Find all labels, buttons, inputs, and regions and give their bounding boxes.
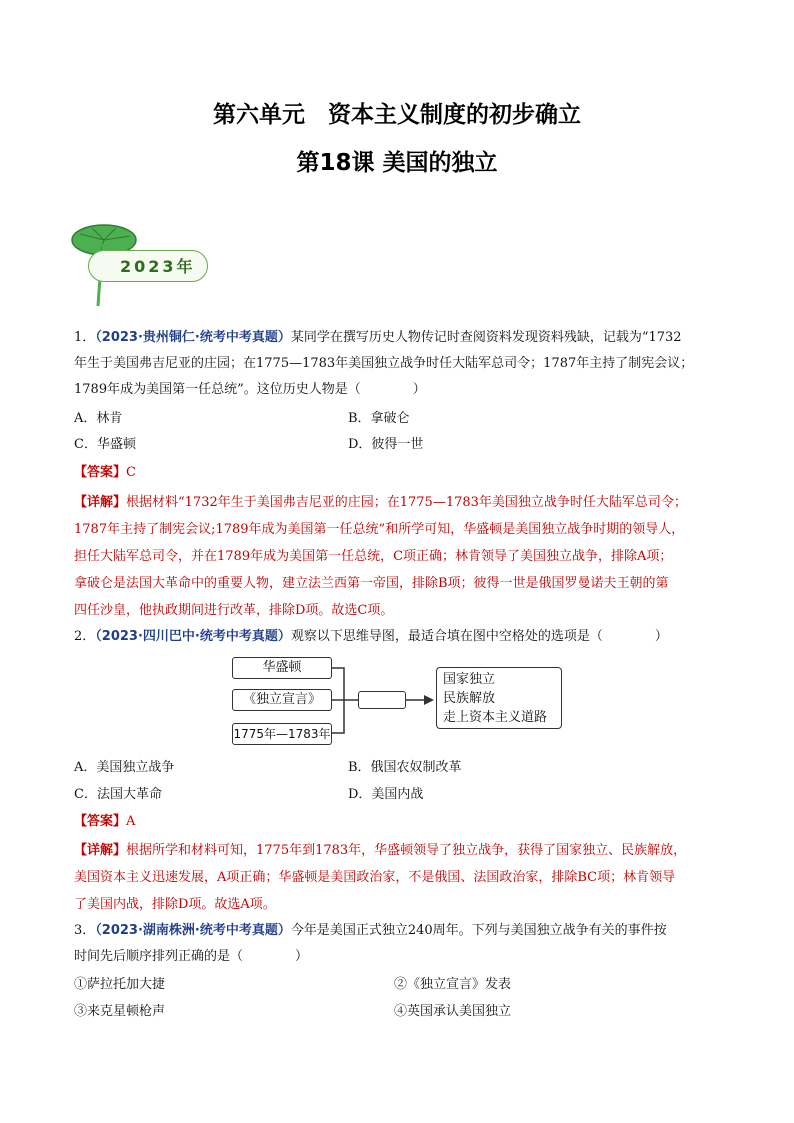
mindmap-outcome-1: 国家独立 [443,672,496,687]
q2-detail-label: 【详解】 [74,843,127,858]
q2-option-b: B．俄国农奴制改革 [348,760,462,775]
q1-answer-value: C [126,465,136,480]
q1-detail-text: 根据材料“1732年生于美国弗吉尼亚的庄园；在1775—1783年美国独立战争时任大陆军总司令； [126,495,687,510]
q2-detail-text: 根据所学和材料可知，1775年到1783年，华盛顿领导了独立战争，获得了国家独立、民族解放， [126,843,687,858]
q1-detail-line3: 担任大陆军总司令，并在1789年成为美国第一任总统，C项正确；林肯领导了美国独立战争，排除A项； [74,549,673,564]
q2-number: 2． [74,629,96,644]
mindmap-outcome-2: 民族解放 [443,691,496,706]
q1-answer-label: 【答案】 [74,465,127,480]
q3-stem-line1 [74,918,724,944]
q1-stem-line2: 年生于美国弗吉尼亚的庄园；在1775—1783年美国独立战争时任大陆军总司令；1787年主持了制宪会议； [74,356,694,371]
q1-detail-line5: 四任沙皇，他执政期间进行改革，排除D项。故选C项。 [74,603,394,618]
mindmap-node-outcomes [436,667,562,729]
q1-detail-label: 【详解】 [74,495,127,510]
q1-source: （2023·贵州铜仁·统考中考真题） [95,330,291,345]
mindmap-node-declaration: 《独立宣言》 [232,689,332,711]
q3-source: （2023·湖南株洲·统考中考真题） [95,923,291,938]
q2-option-c: C．法国大革命 [74,787,162,802]
q2-detail-line1 [74,838,724,864]
mindmap-node-years: 1775年—1783年 [232,723,332,745]
q1-detail-line2: 1787年主持了制宪会议;1789年成为美国第一任总统”和所学可知，华盛顿是美国独立战争时期的领导人， [74,522,685,537]
q1-option-a: A．林肯 [74,411,123,426]
q2-option-a: A．美国独立战争 [74,760,175,775]
q1-stem-line1 [74,325,724,351]
mindmap-node-washington: 华盛顿 [232,657,332,679]
q2-detail-line2: 美国资本主义迅速发展，A项正确；华盛顿是美国政治家，不是俄国、法国政治家，排除BC项；林肯领导 [74,870,676,885]
q2-mindmap [228,655,568,747]
q2-stem [74,624,724,650]
q1-option-b: B．拿破仑 [348,411,410,426]
q3-item-4: ④英国承认美国独立 [394,1004,512,1019]
q1-option-d: D．彼得一世 [348,437,424,452]
q2-answer-value: A [126,814,136,829]
q2-source: （2023·四川巴中·统考中考真题） [95,629,291,644]
q2-answer-label: 【答案】 [74,814,127,829]
mindmap-blank-box [358,691,406,709]
q3-stem-line2: 时间先后顺序排列正确的是（ ） [74,949,309,964]
q1-detail-line4: 拿破仑是法国大革命中的重要人物，建立法兰西第一帝国，排除B项；彼得一世是俄国罗曼诺夫王朝的第 [74,576,669,591]
q1-answer [74,460,724,486]
q3-number: 3． [74,923,96,938]
q1-option-c: C．华盛顿 [74,437,136,452]
q3-stem-text: 今年是美国正式独立240周年。下列与美国独立战争有关的事件按 [290,923,667,938]
q3-item-3: ③来克星顿枪声 [74,1004,166,1019]
q2-detail-line3: 了美国内战，排除D项。故选A项。 [74,897,276,912]
q2-option-d: D．美国内战 [348,787,424,802]
q1-number: 1． [74,330,96,345]
q1-stem-text: 某同学在撰写历史人物传记时查阅资料发现资料残缺，记载为“1732 [290,330,682,345]
q1-detail-line1 [74,490,724,516]
q3-item-2: ②《独立宣言》发表 [394,977,512,992]
badge-year: 2023年 [120,257,196,276]
q2-stem-text: 观察以下思维导图，最适合填在图中空格处的选项是（ ） [290,629,668,644]
lesson-title: 第18课 美国的独立 [296,150,498,176]
q2-answer [74,809,724,835]
q1-stem-line3: 1789年成为美国第一任总统”。这位历史人物是（ ） [74,382,426,397]
year-badge [70,222,208,308]
q3-item-1: ①萨拉托加大捷 [74,977,166,992]
mindmap-outcome-3: 走上资本主义道路 [443,710,548,725]
unit-title: 第六单元 资本主义制度的初步确立 [213,102,581,128]
